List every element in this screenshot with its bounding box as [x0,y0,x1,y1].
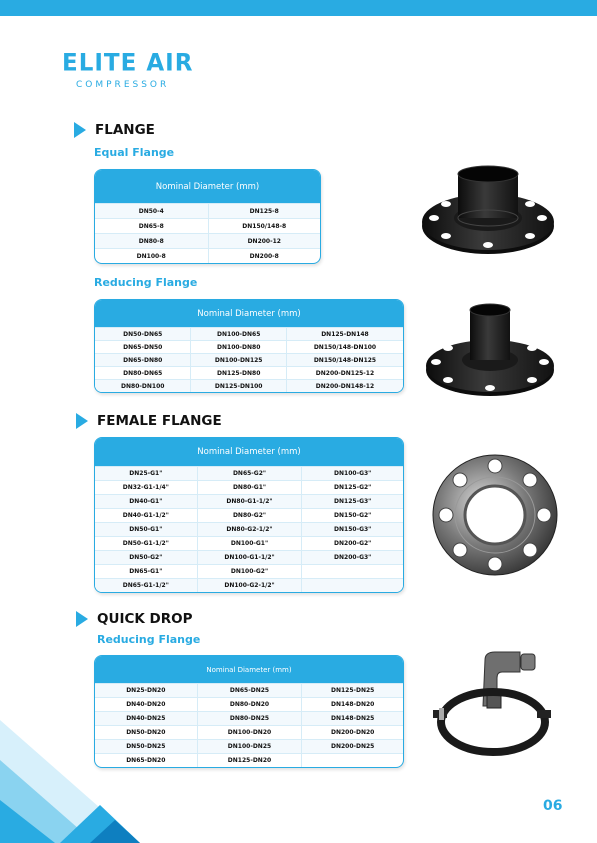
section-title-quick-drop [76,611,193,627]
table-cell: DN50-DN20 [95,725,197,739]
table-row [95,233,320,248]
table-header: Nominal Diameter (mm) [95,656,403,683]
subtitle-equal-flange: Equal Flange [94,146,175,159]
table-row [95,379,403,392]
table-cell: DN65-DN25 [197,683,302,697]
table-cell: DN80-8 [95,233,208,248]
table-cell: DN100-DN20 [197,725,302,739]
table-cell: DN65-G1-1/2" [95,578,197,592]
brand-logo [62,50,202,90]
table-cell: DN65-DN80 [95,353,190,366]
table-row [95,466,403,480]
decorative-corner-graphic [0,720,150,843]
table-cell: DN100-G1-1/2" [197,550,302,564]
table-cell: DN150/148-DN125 [286,353,403,366]
table-cell: DN125-DN100 [190,379,285,392]
table-row [95,697,403,711]
triangle-bullet-icon [76,611,88,627]
section-title-text: FLANGE [95,122,155,138]
female-flange-image [430,450,560,580]
table-row [95,522,403,536]
table-cell: DN80-DN25 [197,711,302,725]
table-cell: DN25-DN20 [95,683,197,697]
table-cell [301,753,403,767]
section-title-text: QUICK DROP [97,611,193,627]
section-title-flange [74,122,155,138]
triangle-bullet-icon [76,413,88,429]
section-title-text: FEMALE FLANGE [97,413,222,429]
table-cell: DN200-12 [208,233,321,248]
page-number: 06 [543,798,563,814]
table-row [95,564,403,578]
table-cell: DN200-G2" [301,536,403,550]
table-cell: DN200-DN125-12 [286,366,403,379]
table-cell: DN80-DN20 [197,697,302,711]
table-cell: DN25-G1" [95,466,197,480]
table-cell: DN50-4 [95,203,208,218]
table-row [95,218,320,233]
table-header: Nominal Diameter (mm) [95,170,320,203]
table-equal-flange [94,169,321,264]
table-cell: DN80-G2-1/2" [197,522,302,536]
table-cell: DN80-G2" [197,508,302,522]
table-row [95,683,403,697]
table-cell: DN40-DN20 [95,697,197,711]
table-cell: DN50-DN65 [95,327,190,340]
table-cell: DN80-DN65 [95,366,190,379]
table-cell: DN200-DN148-12 [286,379,403,392]
subtitle-reducing-flange-quick-drop: Reducing Flange [97,633,201,646]
table-cell: DN65-DN20 [95,753,197,767]
table-cell: DN100-DN80 [190,340,285,353]
table-cell: DN100-G1" [197,536,302,550]
top-accent-bar [0,0,597,16]
table-cell: DN80-G1" [197,480,302,494]
table-cell: DN50-G1-1/2" [95,536,197,550]
table-cell: DN125-8 [208,203,321,218]
table-cell: DN125-G2" [301,480,403,494]
table-row [95,578,403,592]
table-cell: DN100-DN125 [190,353,285,366]
table-row [95,248,320,263]
table-cell: DN65-G2" [197,466,302,480]
table-cell: DN200-G3" [301,550,403,564]
table-header: Nominal Diameter (mm) [95,300,403,327]
table-cell: DN50-G1" [95,522,197,536]
quick-drop-image [425,650,560,765]
table-cell: DN125-DN20 [197,753,302,767]
table-row [95,536,403,550]
table-cell: DN65-8 [95,218,208,233]
table-row [95,366,403,379]
table-cell: DN50-G2" [95,550,197,564]
table-cell: DN40-G1-1/2" [95,508,197,522]
table-cell: DN148-DN20 [301,697,403,711]
table-cell: DN100-G2-1/2" [197,578,302,592]
table-cell: DN100-G2" [197,564,302,578]
table-cell: DN100-8 [95,248,208,263]
brand-tagline: COMPRESSOR [76,80,170,90]
table-cell: DN150-G2" [301,508,403,522]
table-cell [301,564,403,578]
table-cell: DN148-DN25 [301,711,403,725]
table-cell: DN125-DN25 [301,683,403,697]
table-row [95,494,403,508]
table-row [95,203,320,218]
table-cell: DN200-DN20 [301,725,403,739]
table-cell: DN100-DN25 [197,739,302,753]
table-header: Nominal Diameter (mm) [95,438,403,466]
table-cell: DN200-DN25 [301,739,403,753]
table-row [95,327,403,340]
table-cell: DN200-8 [208,248,321,263]
table-cell: DN80-G1-1/2" [197,494,302,508]
table-cell: DN150/148-DN100 [286,340,403,353]
table-cell: DN40-DN25 [95,711,197,725]
table-cell: DN40-G1" [95,494,197,508]
table-cell: DN32-G1-1/4" [95,480,197,494]
table-cell: DN100-DN65 [190,327,285,340]
table-row [95,353,403,366]
table-cell: DN50-DN25 [95,739,197,753]
table-cell: DN65-G1" [95,564,197,578]
table-row [95,550,403,564]
equal-flange-image [418,160,558,260]
table-row [95,480,403,494]
table-cell: DN80-DN100 [95,379,190,392]
table-cell: DN150/148-8 [208,218,321,233]
table-cell: DN125-DN80 [190,366,285,379]
section-title-female-flange [76,413,222,429]
triangle-bullet-icon [74,122,86,138]
table-cell: DN150-G3" [301,522,403,536]
reducing-flange-image [422,300,558,400]
table-row [95,508,403,522]
table-female-flange [94,437,404,593]
table-cell: DN125-G3" [301,494,403,508]
table-cell: DN125-DN148 [286,327,403,340]
table-row [95,340,403,353]
table-cell: DN65-DN50 [95,340,190,353]
table-cell [301,578,403,592]
table-reducing-flange [94,299,404,393]
brand-name: ELITE AIR [62,49,194,77]
subtitle-reducing-flange: Reducing Flange [94,276,198,289]
table-cell: DN100-G3" [301,466,403,480]
